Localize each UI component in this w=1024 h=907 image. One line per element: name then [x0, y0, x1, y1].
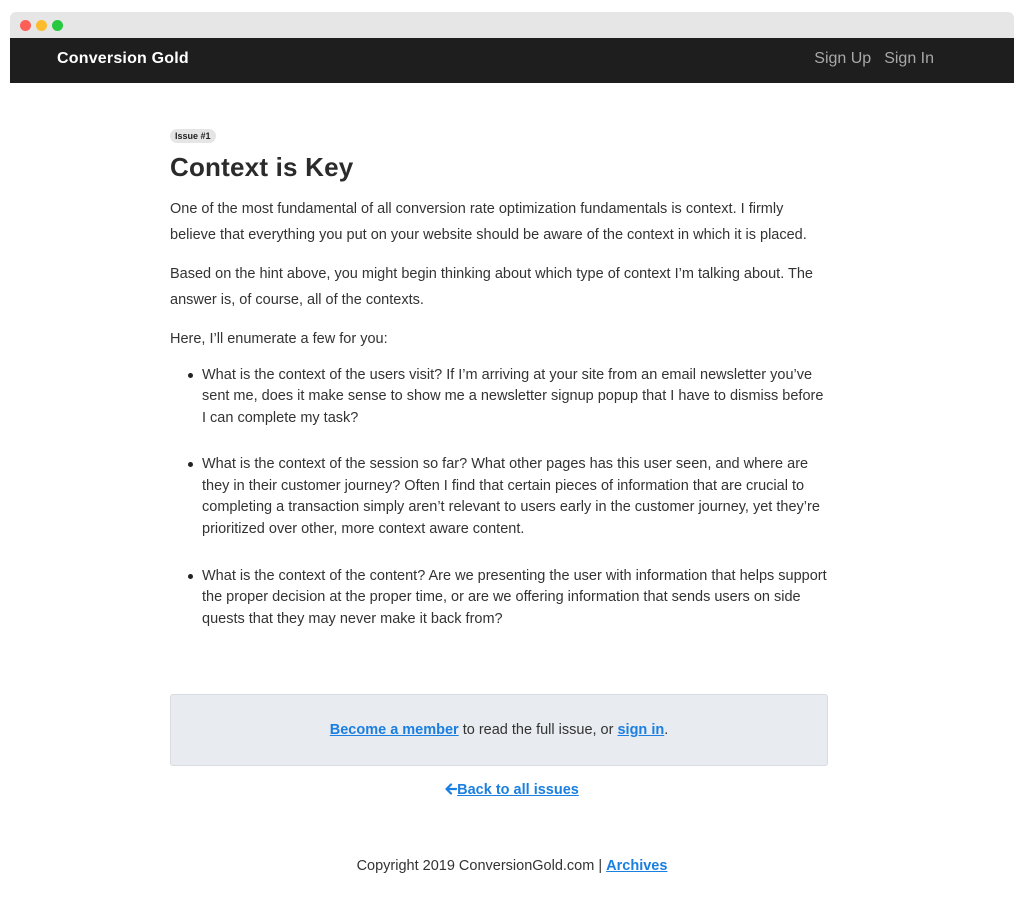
- archives-link[interactable]: Archives: [606, 858, 668, 874]
- sign-in-link[interactable]: Sign In: [884, 50, 934, 67]
- list-item: What is the context of the content? Are we presenting the user with information that helps support the proper decision at the proper time, or are we offering information that sends users on side quests that they may never make it back from?: [186, 566, 828, 631]
- list-item: What is the context of the session so far? What other pages has this user seen, and where are they in their customer journey? Often I find that certain pieces of information that are crucial to completing a transaction simply aren’t relevant to users early in the customer journey, yet they’re prioritized over other, more context aware content.: [186, 454, 828, 540]
- article: [170, 126, 828, 655]
- article-paragraph: Here, I’ll enumerate a few for you:: [170, 331, 388, 347]
- list-item: What is the context of the users visit? If I’m arriving at your site from an email newsletter you’ve sent me, does it make sense to show me a newsletter signup popup that I have to dismiss before I can complete my task?: [186, 365, 828, 430]
- article-title: Context is Key: [170, 152, 354, 182]
- minimize-window-button[interactable]: [36, 20, 47, 31]
- context-list: [170, 365, 828, 631]
- article-paragraph: One of the most fundamental of all conversion rate optimization fundamentals is context. I firmly believe that everything you put on your website should be aware of the context in which it is placed.: [170, 201, 807, 243]
- window-titlebar: [10, 12, 1014, 38]
- page-footer: [10, 858, 1014, 874]
- browser-window: [10, 12, 1014, 907]
- close-window-button[interactable]: [20, 20, 31, 31]
- sign-up-link[interactable]: Sign Up: [814, 50, 872, 67]
- callout-sign-in-link[interactable]: sign in: [617, 722, 665, 738]
- maximize-window-button[interactable]: [52, 20, 63, 31]
- arrow-left-icon: [445, 783, 457, 795]
- callout-text: to read the full issue, or: [458, 722, 618, 738]
- back-to-issues-link[interactable]: [445, 782, 579, 798]
- issue-badge: Issue #1: [170, 129, 216, 143]
- become-member-link[interactable]: Become a member: [329, 722, 459, 738]
- nav-links: [814, 50, 934, 68]
- copyright-text: Copyright 2019 ConversionGold.com |: [356, 858, 607, 874]
- site-navbar: [10, 38, 1014, 83]
- back-label: Back to all issues: [457, 782, 579, 798]
- membership-callout: [170, 694, 828, 766]
- article-paragraph: Based on the hint above, you might begin thinking about which type of context I’m talking about. The answer is, of course, all of the contexts.: [170, 266, 813, 308]
- brand-logo[interactable]: Conversion Gold: [57, 50, 189, 67]
- callout-period: .: [664, 722, 669, 738]
- back-to-issues: [10, 782, 1014, 798]
